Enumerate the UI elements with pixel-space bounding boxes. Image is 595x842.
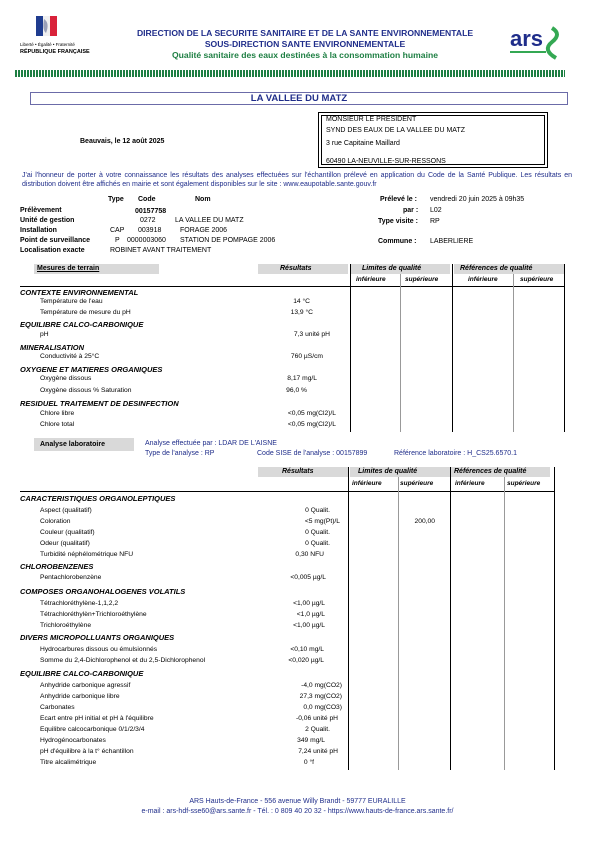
preleve-label: Prélevé le : [380,196,417,203]
terrain-col-divider-1 [350,264,351,432]
labo-row-label: Turbidité néphélométrique NFU [40,551,134,558]
terrain-row-value: 13,9 °C [290,309,313,316]
unite-code: 0272 [140,217,156,224]
prelevement-code: 00157758 [135,208,167,215]
labo-col-divider-4 [504,477,505,770]
installation-type: CAP [110,227,125,234]
labo-row-label: Odeur (qualitatif) [40,540,90,547]
terrain-row-label: Température de l'eau [40,298,103,305]
terrain-row-value: <0,05 mg(Cl2)/L [287,421,336,428]
labo-row-value: <1,00 µg/L [293,622,325,629]
commune-label: Commune : [378,238,417,245]
recipient-line-1: MONSIEUR LE PRESIDENT [326,116,417,123]
labo-row-value: -4,0 mg(CO2) [301,682,342,689]
point-label: Point de surveillance [20,237,91,244]
terrain-col-divider-5 [564,264,565,432]
labo-row-value: <5 mg(Pt)/L [304,518,340,525]
labo-ref-sup: supérieure [507,480,541,487]
labo-effectuee: Analyse effectuée par : LDAR DE L'AISNE [145,440,277,447]
terrain-title: Mesures de terrain [37,265,100,272]
par-val: L02 [430,207,442,214]
labo-row-value: 349 mg/L [297,737,325,744]
labo-row-label: Carbonates [40,704,75,711]
unite-label: Unité de gestion [20,217,75,224]
document-title: LA VALLEE DU MATZ [30,92,568,105]
terrain-ref-inf: inférieure [468,276,498,283]
terrain-row-label: Chlore libre [40,410,75,417]
labo-row-label: Titre alcalimétrique [40,759,97,766]
visite-label: Type visite : [378,218,418,225]
labo-row-label: Coloration [40,518,71,525]
labo-ref-labo: Référence laboratoire : H_CS25.6570.1 [394,450,517,457]
labo-row-label: Aspect (qualitatif) [40,507,92,514]
labo-col-divider-3 [450,467,451,770]
labo-row-label: Hydrogénocarbonates [40,737,106,744]
visite-val: RP [430,218,440,225]
date-line: Beauvais, le 12 août 2025 [80,138,165,145]
labo-row-value: <1,0 µg/L [296,611,325,618]
installation-nom: FORAGE 2006 [180,227,228,234]
ars-logo [508,24,568,60]
labo-section-1: CHLOROBENZENES [20,562,94,571]
labo-title: Analyse laboratoire [40,441,105,448]
labo-row-value: 0 Qualit. [305,540,330,547]
terrain-section-3: OXYGENE ET MATIERES ORGANIQUES [20,365,163,374]
terrain-row-value: 760 µS/cm [290,353,323,360]
terrain-row-label: Conductivité à 25°C [40,353,100,360]
terrain-section-0: CONTEXTE ENVIRONNEMENTAL [20,288,139,297]
labo-lim-inf: inférieure [352,480,382,487]
labo-row-limit-sup: 200,00 [414,518,435,525]
labo-rule [20,491,555,492]
labo-section-4: EQUILIBRE CALCO-CARBONIQUE [20,669,144,678]
col-type-header: Type [108,196,124,203]
labo-row-value: <1,00 µg/L [293,600,325,607]
point-nom: STATION DE POMPAGE 2006 [180,237,276,244]
labo-row-value: 0 °f [303,759,314,766]
header-line-1: DIRECTION DE LA SECURITE SANITAIRE ET DE LA SANTE ENVIRONNEMENTALE [136,28,474,38]
installation-label: Installation [20,227,57,234]
header-line-2: SOUS-DIRECTION SANTE ENVIRONNEMENTALE [204,39,406,49]
logo-left-text: RÉPUBLIQUE FRANÇAISE [20,49,90,55]
terrain-refs-header: Références de qualité [460,265,533,272]
localisation-label: Localisation exacte [20,247,85,254]
col-nom-header: Nom [195,196,211,203]
recipient-line-2: SYND DES EAUX DE LA VALLEE DU MATZ [326,127,466,134]
terrain-section-4: RESIDUEL TRAITEMENT DE DESINFECTION [20,399,179,408]
labo-row-label: Tétrachloréthylène-1,1,2,2 [40,600,119,607]
labo-refs-header: Références de qualité [454,468,527,475]
labo-row-label: Pentachlorobenzène [40,574,102,581]
terrain-limits-header: Limites de qualité [362,265,422,272]
terrain-row-label: Température de mesure du pH [40,309,131,316]
labo-section-0: CARACTERISTIQUES ORGANOLEPTIQUES [20,494,176,503]
terrain-row-value: 14 °C [293,298,310,305]
labo-row-label: Equilibre calcocarbonique 0/1/2/3/4 [40,726,145,733]
par-label: par : [403,207,419,214]
labo-ref-inf: inférieure [455,480,485,487]
labo-row-value: -0,06 unité pH [295,715,338,722]
labo-row-value: 7,24 unité pH [298,748,338,755]
header-stripe [15,70,565,77]
labo-row-value: 0,0 mg(CO3) [303,704,342,711]
labo-section-3: DIVERS MICROPOLLUANTS ORGANIQUES [20,633,175,642]
terrain-row-value: <0,05 mg(Cl2)/L [287,410,336,417]
labo-lim-sup: supérieure [400,480,434,487]
prelevement-label: Prélèvement [20,207,62,214]
labo-row-value: 0 Qualit. [305,507,330,514]
commune-val: LABERLIERE [430,238,474,245]
svg-text:Liberté • Égalité • Fraternité: Liberté • Égalité • Fraternité [20,42,75,47]
labo-row-label: Hydrocarbures dissous ou émulsionnés [40,646,158,653]
terrain-lim-sup: supérieure [405,276,439,283]
labo-row-label: Couleur (qualitatif) [40,529,95,536]
intro-paragraph: J'ai l'honneur de porter à votre connaissance les résultats des analyses effectuées sur l'échantillon prélevé en application du Code de la Santé Publique. Les résultats en distribution doivent être affichés en mairie et sont également disponibles sur le site : www.eaupotable.sante.gouv.fr [22,172,572,188]
labo-row-label: pH d'équilibre à la t° échantillon [40,748,134,755]
terrain-ref-sup: supérieure [520,276,554,283]
terrain-row-value: 7,3 unité pH [293,331,330,338]
labo-row-label: Anhydride carbonique libre [40,693,120,700]
labo-row-label: Trichloroéthylène [40,622,92,629]
labo-results-header: Résultats [282,468,314,475]
col-code-header: Code [138,196,156,203]
labo-row-value: 27,3 mg(CO2) [299,693,342,700]
labo-row-label: Anhydride carbonique agressif [40,682,131,689]
footer-contact: e-mail : ars-hdf-sse60@ars.sante.fr - Tél. : 0 809 40 20 32 - https://www.hauts-de-france.ars.sante.fr/ [141,808,454,815]
labo-row-label: Somme du 2,4-Dichlorophenol et du 2,5-Dichlorophenol [40,657,206,664]
labo-row-value: 0,30 NFU [295,551,324,558]
point-code: 0000003060 [127,237,166,244]
terrain-col-divider-3 [452,264,453,432]
labo-type-analyse: Type de l'analyse : RP [145,450,215,457]
header-line-3: Qualité sanitaire des eaux destinées à la consommation humaine [171,50,439,60]
labo-row-value: 0 Qualit. [305,529,330,536]
localisation-val: ROBINET AVANT TRAITEMENT [110,247,212,254]
labo-row-value: 2 Qualit. [305,726,330,733]
terrain-section-2: MINERALISATION [20,343,85,352]
labo-row-value: <0,020 µg/L [288,657,324,664]
terrain-lim-inf: inférieure [356,276,386,283]
labo-col-divider-5 [554,467,555,770]
labo-section-2: COMPOSES ORGANOHALOGENES VOLATILS [20,587,186,596]
terrain-row-value: 96,0 % [286,387,307,394]
terrain-row-label: Oxygène dissous [40,375,92,382]
labo-col-divider-1 [348,467,349,770]
unite-nom: LA VALLEE DU MATZ [175,217,244,224]
terrain-col-divider-4 [513,274,514,432]
labo-row-value: <0,10 mg/L [290,646,324,653]
terrain-section-1: EQUILIBRE CALCO-CARBONIQUE [20,320,144,329]
installation-code: 003918 [138,227,162,234]
terrain-row-value: 8,17 mg/L [287,375,317,382]
republique-francaise-logo [18,16,106,60]
labo-row-label: Ecart entre pH initial et pH à l'équilibre [40,715,154,722]
labo-col-divider-2 [398,477,399,770]
terrain-row-label: Oxygène dissous % Saturation [40,387,132,394]
labo-code-sise: Code SISE de l'analyse : 00157899 [257,450,368,457]
terrain-row-label: pH [40,331,49,338]
labo-row-label: Tétrachloréthylèn+Trichloroéthylène [40,611,147,618]
recipient-line-3: 3 rue Capitaine Maillard [326,140,400,147]
terrain-row-label: Chlore total [40,421,75,428]
labo-limits-header: Limites de qualité [358,468,418,475]
preleve-val: vendredi 20 juin 2025 à 09h35 [430,196,525,203]
recipient-line-4: 60490 LA-NEUVILLE-SUR-RESSONS [326,158,446,165]
point-type: P [115,237,120,244]
terrain-col-divider-2 [400,274,401,432]
footer-address: ARS Hauts-de-France - 556 avenue Willy Brandt - 59777 EURALILLE [189,798,406,805]
terrain-rule [20,286,565,287]
terrain-results-header: Résultats [280,265,312,272]
ars-logo-text: ars [510,26,544,51]
labo-row-value: <0,005 µg/L [290,574,326,581]
